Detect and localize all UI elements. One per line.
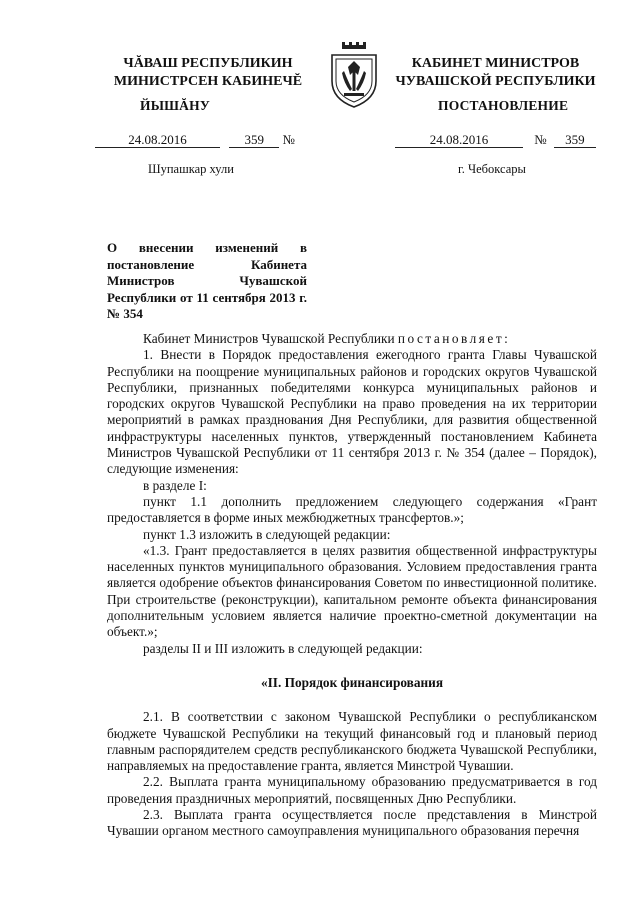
left-date: 24.08.2016 xyxy=(95,133,220,148)
coat-of-arms-icon xyxy=(322,41,386,109)
issuer-left xyxy=(98,55,318,91)
intro-paragraph xyxy=(107,331,597,347)
paragraph-7: 2.1. В соответствии с законом Чувашской Республики о республиканском бюджете Чувашской Республики на текущий финансовый год и плановый период главным распорядителем средств республиканского бюджета Чувашской Республики, направляемых на предоставление гранта, является Минстрой Чувашии. xyxy=(107,709,597,774)
issuer-left-line2: МИНИСТРСЕН КАБИНЕЧĔ xyxy=(113,74,303,89)
right-date: 24.08.2016 xyxy=(395,133,523,148)
document-subject: О внесении изменений в постановление Кабинета Министров Чувашской Республики от 11 сентября 2013 г. № 354 xyxy=(107,240,307,321)
intro-text: Кабинет Министров Чувашской Республики xyxy=(143,331,395,346)
right-date-number-line xyxy=(395,132,596,148)
document-body xyxy=(107,331,597,840)
section-title: «II. Порядок финансирования xyxy=(260,674,444,690)
paragraph-1: 1. Внести в Порядок предоставления ежегодного гранта Главы Чувашской Республики на поощрение муниципальных районов и городских округов Чувашской Республики, признанных победителями конкурса муниципальных районов и городских округов Чувашской Республики на право проведения на их территории мероприятий в рамках празднования Дня Республики, для развития общественной инфраструктуры населенных пунктов, утвержденный постановлением Кабинета Министров Чувашской Республики от 11 сентября 2013 г. № 354 (далее – Порядок), следующие изменения: xyxy=(107,347,597,477)
left-date-number-line xyxy=(95,132,295,148)
left-place: Шупашкар хули xyxy=(148,162,234,176)
paragraph-8: 2.2. Выплата гранта муниципальному образованию предусматривается в год проведения праздничных мероприятий, посвященных Дню Республики. xyxy=(107,774,597,806)
paragraph-3: пункт 1.1 дополнить предложением следующего содержания «Грант предоставляется в форме иных межбюджетных трансфертов.»; xyxy=(107,493,597,526)
doc-type-right: ПОСТАНОВЛЕНИЕ xyxy=(438,98,569,113)
doc-type-left: ЙЫШĂНУ xyxy=(140,98,210,113)
right-place: г. Чебоксары xyxy=(458,162,526,176)
paragraph-5: «1.3. Грант предоставляется в целях развития общественной инфраструктуры населенных пунктов муниципального образования. Условием предоставления гранта является одобрение объектов финансирования Советом по инвестиционной политике. При строительстве (реконструкции), капитальном ремонте объекта финансирования дополнительным условием является наличие проектно-сметной документации на объект.»; xyxy=(107,542,597,640)
paragraph-9: 2.3. Выплата гранта осуществляется после представления в Минстрой Чувашии органом местного самоуправления муниципального образования перечня xyxy=(107,807,597,839)
issuer-left-line1: ЧĂВАШ РЕСПУБЛИКИН xyxy=(123,56,293,71)
intro-spaced: постановляет: xyxy=(397,331,511,346)
right-number-sign: № xyxy=(534,132,547,147)
right-number: 359 xyxy=(554,133,596,148)
paragraph-4: пункт 1.3 изложить в следующей редакции: xyxy=(143,526,391,542)
issuer-right-line1: КАБИНЕТ МИНИСТРОВ xyxy=(411,56,580,71)
issuer-right-line2: ЧУВАШСКОЙ РЕСПУБЛИКИ xyxy=(395,74,596,89)
issuer-right xyxy=(388,55,603,91)
left-number-sign: № xyxy=(282,132,295,147)
paragraph-6: разделы II и III изложить в следующей редакции: xyxy=(143,640,423,656)
left-number: 359 xyxy=(229,133,279,148)
paragraph-2: в разделе I: xyxy=(143,477,207,493)
